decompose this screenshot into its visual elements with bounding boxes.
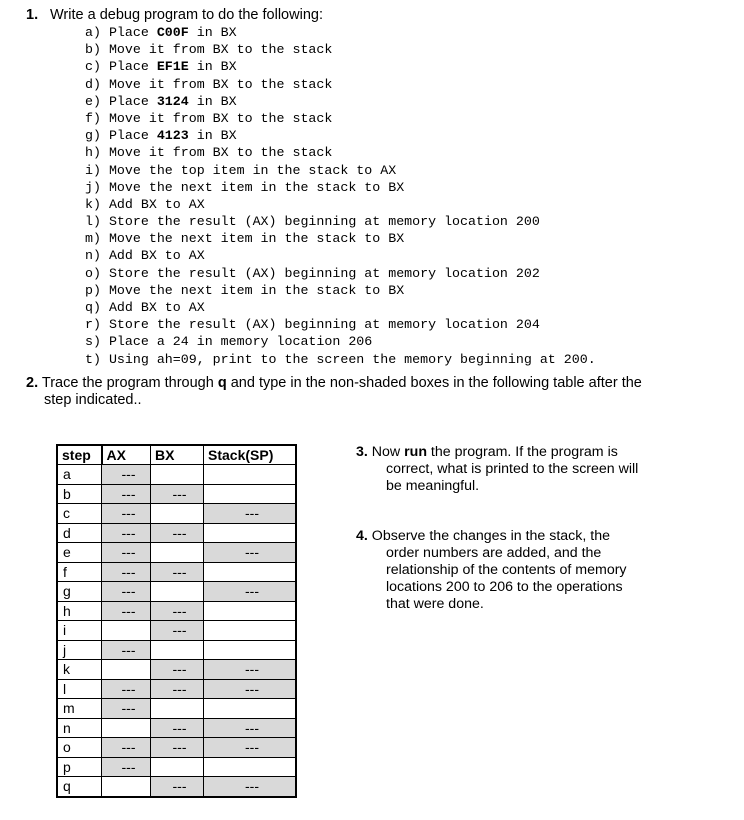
instruction-text-tail: in BX [188,25,237,40]
sp-answer-cell[interactable] [204,601,297,621]
ax-shaded-cell: --- [102,640,151,660]
bx-answer-cell[interactable] [151,699,204,719]
ax-answer-cell[interactable] [102,621,151,641]
bx-shaded-cell: --- [151,523,204,543]
sp-shaded-cell: --- [204,738,297,758]
sp-answer-cell[interactable] [204,562,297,582]
instruction-text: o) Store the result (AX) beginning at memory location 202 [85,265,540,281]
ax-shaded-cell: --- [102,601,151,621]
instruction-text: f) Move it from BX to the stack [85,110,333,126]
instruction-text: m) Move the next item in the stack to BX [85,231,405,247]
instruction-text: p) Move the next item in the stack to BX [85,282,405,298]
question-4 [356,528,686,613]
sp-shaded-cell: --- [204,718,297,738]
ax-shaded-cell: --- [102,562,151,582]
trace-table [56,444,297,798]
step-cell: c [57,504,102,524]
step-cell: b [57,484,102,504]
question-4-line-5: that were done. [386,596,484,612]
question-2-text-b: and type in the non-shaded boxes in the following table after the [226,375,642,391]
step-cell: p [57,757,102,777]
question-2-text-a: Trace the program through [41,375,218,391]
question-4-text: Observe the changes in the stack, the [371,528,610,544]
question-2 [26,375,686,409]
table-row [57,640,296,660]
table-row [57,562,296,582]
table-row [57,582,296,602]
instruction-text: n) Add BX to AX [85,248,205,264]
ax-shaded-cell: --- [102,757,151,777]
table-row [57,718,296,738]
instruction-item [85,351,596,368]
instruction-text: j) Move the next item in the stack to BX [85,179,405,195]
instruction-item [85,316,596,333]
question-1-number: 1. [26,7,39,23]
bx-answer-cell[interactable] [151,504,204,524]
instruction-item [85,282,596,299]
sp-shaded-cell: --- [204,777,297,797]
instruction-text: r) Store the result (AX) beginning at memory location 204 [85,317,540,333]
instruction-item [85,110,596,127]
sp-answer-cell[interactable] [204,699,297,719]
ax-shaded-cell: --- [102,738,151,758]
question-4-line-4: locations 200 to 206 to the operations [386,579,623,595]
instruction-item [85,333,596,350]
header-stack: Stack(SP) [204,445,297,465]
instruction-text-tail: in BX [188,59,237,75]
step-cell: j [57,640,102,660]
bx-answer-cell[interactable] [151,640,204,660]
instruction-item [85,162,596,179]
question-3-bold-word: run [404,444,427,460]
instruction-value: 4123 [156,128,189,144]
bx-shaded-cell: --- [151,679,204,699]
instruction-item [85,196,596,213]
step-cell: e [57,543,102,563]
instruction-item [85,247,596,264]
table-row [57,738,296,758]
instruction-item [85,127,596,144]
bx-answer-cell[interactable] [151,757,204,777]
step-cell: g [57,582,102,602]
question-2-number: 2. [26,375,39,391]
sp-answer-cell[interactable] [204,523,297,543]
bx-answer-cell[interactable] [151,465,204,485]
ax-answer-cell[interactable] [102,777,151,797]
question-4-line-2: order numbers are added, and the [386,545,602,561]
bx-shaded-cell: --- [151,621,204,641]
step-cell: o [57,738,102,758]
instruction-item [85,299,596,316]
instruction-item [85,179,596,196]
instruction-value: EF1E [156,59,189,75]
ax-shaded-cell: --- [102,523,151,543]
question-2-line-2: step indicated.. [44,392,142,408]
bx-shaded-cell: --- [151,718,204,738]
bx-shaded-cell: --- [151,484,204,504]
question-4-number: 4. [356,528,368,544]
instruction-item [85,93,596,110]
instruction-item [85,265,596,282]
step-cell: m [57,699,102,719]
bx-answer-cell[interactable] [151,543,204,563]
ax-shaded-cell: --- [102,679,151,699]
table-row [57,484,296,504]
instruction-text: g) Place [85,128,157,144]
instruction-text: k) Add BX to AX [85,196,205,212]
header-bx: BX [151,445,204,465]
table-row [57,660,296,680]
header-ax: AX [102,445,151,465]
instruction-text: c) Place [85,59,157,75]
bx-shaded-cell: --- [151,562,204,582]
sp-answer-cell[interactable] [204,465,297,485]
trace-table-header [57,445,296,465]
instruction-item [85,144,596,161]
instruction-item [85,41,596,58]
question-3-text-a: Now [371,444,405,460]
ax-shaded-cell: --- [102,465,151,485]
instruction-text: q) Add BX to AX [85,300,205,315]
instruction-text: l) Store the result (AX) beginning at memory location 200 [85,214,540,230]
sp-shaded-cell: --- [204,582,297,602]
question-3-text-b: the program. If the program is [426,444,618,460]
question-4-line-1 [356,528,686,545]
bx-shaded-cell: --- [151,660,204,680]
step-cell: k [57,660,102,680]
table-row [57,601,296,621]
question-2-line-1 [26,375,686,392]
question-3-line-2: correct, what is printed to the screen will [386,461,639,477]
ax-shaded-cell: --- [102,484,151,504]
table-row [57,679,296,699]
ax-answer-cell[interactable] [102,718,151,738]
table-row [57,504,296,524]
instruction-item [85,58,596,75]
table-row [57,699,296,719]
instruction-list [85,24,596,368]
sp-shaded-cell: --- [204,504,297,524]
table-row [57,543,296,563]
instruction-text: t) Using ah=09, print to the screen the memory beginning at 200. [85,351,596,367]
step-cell: n [57,718,102,738]
bx-shaded-cell: --- [151,777,204,797]
instruction-text: e) Place [85,93,157,109]
ax-shaded-cell: --- [102,543,151,563]
sp-answer-cell[interactable] [204,757,297,777]
instruction-text: a) Place [85,25,157,40]
sp-shaded-cell: --- [204,543,297,563]
instruction-text: d) Move it from BX to the stack [85,76,333,92]
ax-shaded-cell: --- [102,504,151,524]
step-cell: i [57,621,102,641]
ax-answer-cell[interactable] [102,660,151,680]
sp-answer-cell[interactable] [204,640,297,660]
instruction-item [85,24,596,41]
instruction-text: s) Place a 24 in memory location 206 [85,334,373,350]
step-cell: f [57,562,102,582]
step-cell: h [57,601,102,621]
table-row [57,523,296,543]
bx-answer-cell[interactable] [151,582,204,602]
bx-shaded-cell: --- [151,601,204,621]
instruction-item [85,230,596,247]
ax-shaded-cell: --- [102,582,151,602]
question-3-line-3: be meaningful. [386,478,480,494]
question-1-intro: Write a debug program to do the following: [50,7,323,23]
question-4-line-3: relationship of the contents of memory [386,562,627,578]
question-3-line-1 [356,444,686,461]
bx-shaded-cell: --- [151,738,204,758]
table-row [57,777,296,797]
step-cell: q [57,777,102,797]
instruction-text: b) Move it from BX to the stack [85,42,333,58]
instruction-text-tail: in BX [188,93,237,109]
sp-shaded-cell: --- [204,660,297,680]
ax-shaded-cell: --- [102,699,151,719]
instruction-text: h) Move it from BX to the stack [85,145,333,161]
instruction-value: 3124 [156,93,189,109]
instruction-value: C00F [156,25,189,40]
instruction-item [85,213,596,230]
instruction-text-tail: in BX [188,128,237,144]
instruction-text: i) Move the top item in the stack to AX [85,162,397,178]
sp-shaded-cell: --- [204,679,297,699]
table-row [57,465,296,485]
question-3 [356,444,686,495]
question-2-bold-word: q [217,375,227,391]
table-row [57,621,296,641]
header-step: step [57,445,102,465]
table-row [57,757,296,777]
step-cell: a [57,465,102,485]
question-3-number: 3. [356,444,368,460]
sp-answer-cell[interactable] [204,621,297,641]
step-cell: d [57,523,102,543]
sp-answer-cell[interactable] [204,484,297,504]
step-cell: l [57,679,102,699]
instruction-item [85,76,596,93]
